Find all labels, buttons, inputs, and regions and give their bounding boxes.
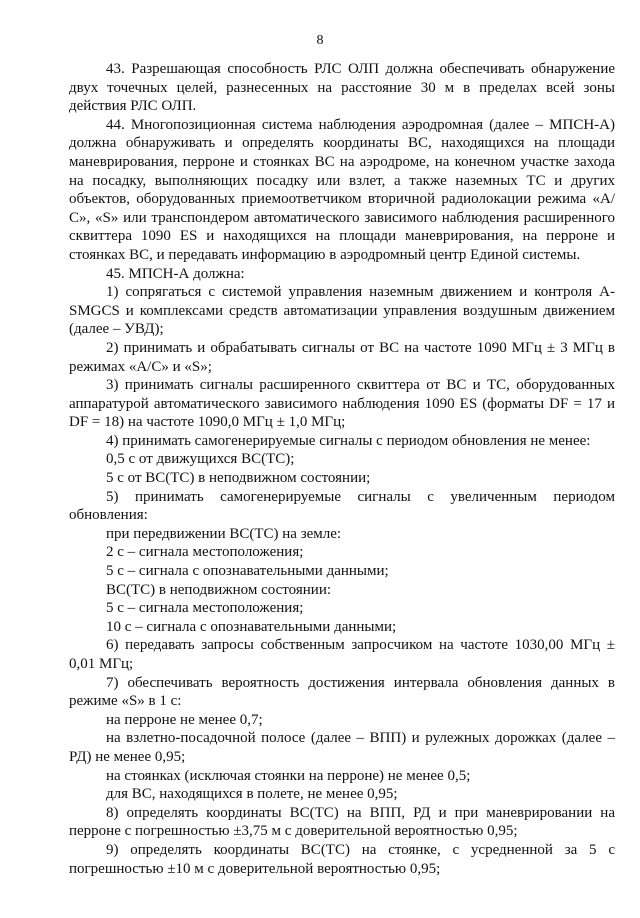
paragraph-45: 45. МПСН-А должна: <box>106 265 245 282</box>
sub-item-45-7d: для ВС, находящихся в полете, не менее 0,95; <box>106 786 398 803</box>
paragraph-43: 43. Разрешающая способность РЛС ОЛП должна обеспечивать обнаружение двух точечных целей, разнесенных на расстояние 30 м в пределах всей зоны действия РЛС ОЛП. <box>69 61 615 115</box>
sub-item-45-5f: 10 с – сигнала с опознавательными данными; <box>106 618 397 635</box>
paragraph-44: 44. Многопозиционная система наблюдения аэродромная (далее – МПСН-А) должна обнаруживать и определять координаты ВС, находящихся на площади маневрирования, перроне и стоянках ВС на аэродроме, на конечном участке захода на посадку, выполняющих посадку или взлет, а также наземных ТС и других объектов, оборудованных приемоответчиком вторичной радиолокации режима «А/С», «S» или транспондером автоматического зависимого наблюдения расширенного сквиттера 1090 ES и находящихся на площади маневрирования, на перроне и стоянках ВС, и передавать информацию в аэродромный центр Единой системы. <box>69 116 615 263</box>
sub-item-45-4b: 5 с от ВС(ТС) в неподвижном состоянии; <box>106 470 371 487</box>
sub-item-45-5d: ВС(ТС) в неподвижном состоянии: <box>106 581 332 598</box>
sub-item-45-5c: 5 с – сигнала с опознавательными данными; <box>106 563 389 580</box>
sub-item-45-5a: при передвижении ВС(ТС) на земле: <box>106 525 342 542</box>
sub-item-45-5b: 2 с – сигнала местоположения; <box>106 544 304 561</box>
list-item-45-5: 5) принимать самогенерируемые сигналы с увеличенным периодом обновления: <box>69 488 615 524</box>
list-item-45-6: 6) передавать запросы собственным запросчиком на частоте 1030,00 МГц ± 0,01 МГц; <box>69 637 615 672</box>
document-body <box>69 60 615 878</box>
list-item-45-3: 3) принимать сигналы расширенного сквиттера от ВС и ТС, оборудованных аппаратурой автоматического зависимого наблюдения 1090 ES (форматы DF = 17 и DF = 18) на частоте 1090,0 МГц ± 1,0 МГц; <box>69 377 615 431</box>
list-item-45-7: 7) обеспечивать вероятность достижения интервала обновления данных в режиме «S» в 1 с: <box>69 674 615 710</box>
list-item-45-8: 8) определять координаты ВС(ТС) на ВПП, РД и при маневрировании на перроне с погрешностью ±3,75 м с доверительной вероятностью 0,95; <box>69 804 615 840</box>
sub-item-45-7c: на стоянках (исключая стоянки на перроне) не менее 0,5; <box>106 767 471 784</box>
list-item-45-2: 2) принимать и обрабатывать сигналы от ВС на частоте 1090 МГц ± 3 МГц в режимах «А/С» и «S»; <box>69 339 615 375</box>
sub-item-45-7b: на взлетно-посадочной полосе (далее – ВПП) и рулежных дорожках (далее – РД) не менее 0,95; <box>69 730 615 765</box>
list-item-45-9: 9) определять координаты ВС(ТС) на стоянке, с усредненной за 5 с погрешностью ±10 м с доверительной вероятностью 0,95; <box>69 841 615 877</box>
page-number: 8 <box>316 33 324 48</box>
list-item-45-4: 4) принимать самогенерируемые сигналы с периодом обновления не менее: <box>106 432 591 449</box>
sub-item-45-4a: 0,5 с от движущихся ВС(ТС); <box>106 451 295 468</box>
sub-item-45-5e: 5 с – сигнала местоположения; <box>106 600 304 617</box>
sub-item-45-7a: на перроне не менее 0,7; <box>106 711 263 728</box>
list-item-45-1: 1) сопрягаться с системой управления наземным движением и контроля A-SMGCS и комплексами средств автоматизации управления воздушным движением (далее – УВД); <box>69 284 615 338</box>
